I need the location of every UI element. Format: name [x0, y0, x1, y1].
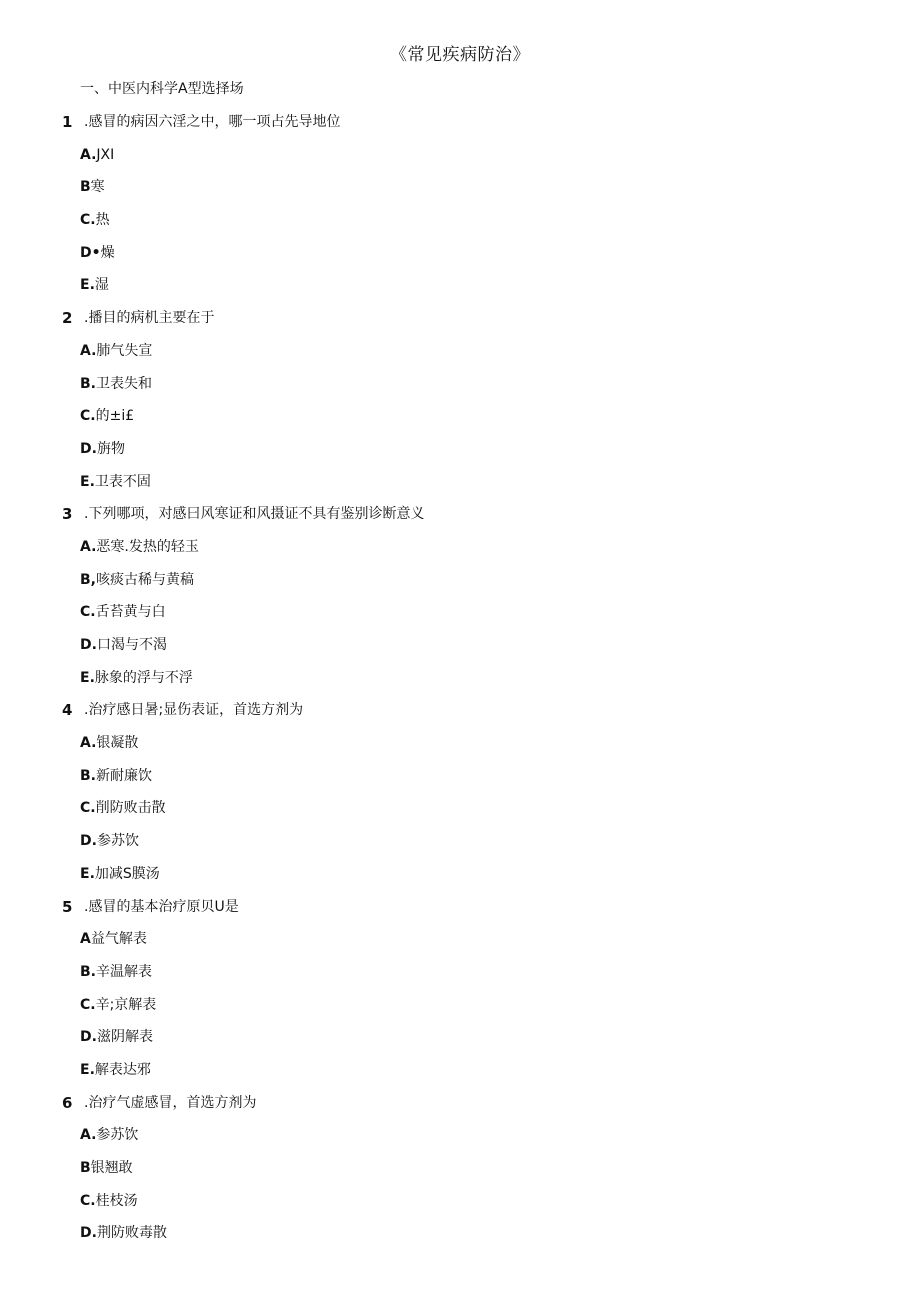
- option-text: 脉象的浮与不浮: [94, 669, 193, 686]
- option-3b: [0, 564, 920, 597]
- option-text: 热: [95, 212, 110, 229]
- question-4: [0, 694, 920, 727]
- option-4d: [0, 825, 920, 858]
- option-2e: [0, 466, 920, 499]
- option-5d: [0, 1021, 920, 1054]
- question-number: 1: [62, 113, 73, 131]
- option-label: C.: [80, 604, 96, 621]
- option-3d: [0, 629, 920, 662]
- question-2: [0, 302, 920, 335]
- question-text: .感冒的基本治疗原贝U是: [84, 898, 239, 915]
- option-label: C.: [80, 212, 96, 229]
- option-label: E.: [80, 1061, 95, 1078]
- option-1d: [0, 237, 920, 270]
- option-text: 解表达邪: [94, 1061, 151, 1078]
- option-text: 滋阴解表: [96, 1029, 153, 1046]
- question-number: 5: [62, 897, 73, 916]
- option-1a: [0, 139, 920, 172]
- question-6: [0, 1087, 920, 1120]
- option-text: 辛;京解表: [95, 996, 157, 1013]
- option-text: JXI: [96, 146, 115, 163]
- question-1: [0, 106, 920, 139]
- option-1b: [0, 171, 920, 204]
- option-6c: [0, 1185, 920, 1218]
- question-5: [0, 891, 920, 924]
- option-text: 寒: [90, 179, 105, 196]
- option-label: A: [80, 931, 91, 948]
- option-label: C.: [80, 800, 96, 817]
- option-text: 恶寒.发热的轻玉: [96, 538, 199, 555]
- option-6b: [0, 1152, 920, 1185]
- option-label: A.: [80, 1127, 97, 1144]
- option-label: B: [80, 1160, 91, 1176]
- option-text: 银翘敢: [90, 1160, 133, 1176]
- option-label: B: [80, 179, 91, 196]
- question-text: .感冒的病因六淫之中，哪一项占先导地位: [84, 114, 341, 130]
- option-text: 口渴与不渴: [96, 637, 167, 653]
- option-3e: [0, 662, 920, 695]
- option-label: E.: [80, 473, 95, 490]
- question-3: [0, 498, 920, 531]
- question-number: 3: [62, 505, 73, 524]
- option-label: E.: [80, 277, 95, 294]
- option-text: 卫表不固: [94, 473, 151, 490]
- option-text: 桂枝汤: [95, 1192, 138, 1209]
- option-text: 削防败击散: [95, 800, 166, 817]
- question-list: [0, 106, 920, 1250]
- option-3c: [0, 596, 920, 629]
- option-5b: [0, 956, 920, 989]
- option-3a: [0, 531, 920, 564]
- option-label: B.: [80, 375, 96, 392]
- document-title: 《常见疾病防治》: [390, 45, 530, 65]
- question-text: .治疗气虚感冒，首选方剂为: [84, 1094, 257, 1111]
- option-4c: [0, 792, 920, 825]
- option-4e: [0, 858, 920, 891]
- option-2a: [0, 335, 920, 368]
- option-label: D.: [80, 1029, 97, 1046]
- question-text: .治疗感日暑;显伤表证，首选方剂为: [84, 702, 304, 719]
- option-1e: [0, 269, 920, 302]
- option-label: E.: [80, 865, 95, 882]
- option-4a: [0, 727, 920, 760]
- option-label: A.: [80, 538, 97, 555]
- option-2d: [0, 433, 920, 466]
- option-label: A.: [80, 735, 97, 752]
- question-text: .下列哪项，对感曰风寒证和风摄证不具有鉴别诊断意义: [84, 506, 425, 523]
- option-5a: [0, 923, 920, 956]
- option-label: B.: [80, 767, 96, 784]
- question-number: 6: [62, 1093, 73, 1112]
- option-5e: [0, 1054, 920, 1087]
- option-label: E.: [80, 669, 95, 686]
- option-label: D.: [80, 637, 97, 653]
- option-text: 肺气失宣: [96, 342, 153, 359]
- option-text: 燥: [100, 244, 115, 261]
- option-label: D.: [80, 1225, 97, 1242]
- question-number: 2: [62, 309, 73, 328]
- option-6a: [0, 1119, 920, 1152]
- option-5c: [0, 989, 920, 1022]
- option-1c: [0, 204, 920, 237]
- option-2b: [0, 368, 920, 401]
- option-label: B.: [80, 963, 96, 980]
- option-text: 旃物: [96, 440, 125, 457]
- option-4b: [0, 760, 920, 793]
- option-text: 参苏饮: [96, 833, 139, 850]
- option-label: C.: [80, 408, 96, 425]
- option-text: 湿: [94, 277, 109, 294]
- section-heading: 一、中医内科学A型选择场: [80, 81, 244, 97]
- option-label: B,: [80, 571, 96, 588]
- question-number: 4: [62, 701, 73, 720]
- option-text: 咳痰古稀与黄稿: [96, 571, 194, 588]
- option-text: 辛温解表: [96, 963, 152, 980]
- option-label: D.: [80, 833, 97, 850]
- option-text: 参苏饮: [96, 1127, 139, 1144]
- question-text: .播目的病机主要在于: [84, 310, 215, 327]
- option-text: 银凝散: [96, 735, 139, 752]
- option-label: C.: [80, 996, 96, 1013]
- option-text: 的±i£: [95, 408, 135, 425]
- option-text: 荆防败毒散: [96, 1225, 167, 1242]
- option-text: 加减S膜汤: [94, 865, 160, 882]
- option-label: C.: [80, 1192, 96, 1209]
- option-6d: [0, 1217, 920, 1250]
- option-2c: [0, 400, 920, 433]
- option-text: 舌苔黄与白: [95, 604, 166, 621]
- option-label: A.: [80, 342, 97, 359]
- option-label: D•: [80, 244, 101, 261]
- option-label: A.: [80, 146, 97, 163]
- option-text: 益气解表: [90, 931, 147, 948]
- option-text: 卫表失和: [96, 375, 152, 392]
- option-label: D.: [80, 440, 97, 457]
- option-text: 新耐廉饮: [96, 767, 152, 784]
